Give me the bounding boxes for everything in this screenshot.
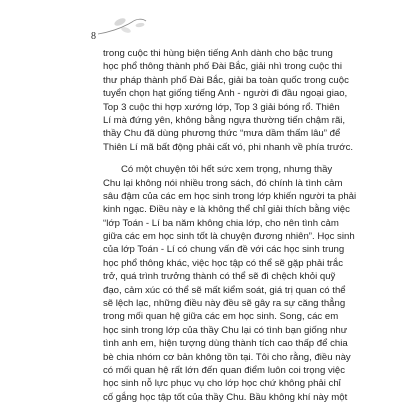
paragraph — [103, 163, 357, 404]
text-line: trong cuộc thi hùng biện tiếng Anh dành cho bậc trung — [103, 48, 333, 59]
text-line: học phổ thông thành phố Đài Bắc, giải nhì trong cuộc thi — [103, 61, 342, 73]
text-line: Top 3 cuộc thi hợp xướng lớp, Top 3 giải bóng rổ. Thiên — [103, 101, 340, 113]
text-line: của lớp Toán - Lí có chung vấn đề với các học sinh trung — [103, 244, 345, 256]
text-line: Có một chuyện tôi hết sức xem trọng, nhưng thầy — [121, 164, 333, 176]
paragraph-gap — [103, 154, 328, 163]
text-line: kinh ngạc. Điều này e là không thể chỉ giải thích bằng việc — [103, 204, 350, 216]
text-line: thầy Chu đã dùng phương thức “mưa dầm thấm lâu” để — [103, 128, 341, 140]
body-text — [103, 47, 357, 404]
text-line: có mối quan hệ rất lớn đến quan điểm luôn coi trọng việc — [103, 364, 346, 376]
text-line: học sinh nỗ lực phục vụ cho lớp học chứ không phải chỉ — [103, 378, 341, 390]
text-line: Chu lại không nói nhiều trong sách, đó chính là tình cảm — [103, 177, 343, 189]
text-line: thư pháp thành phố Đài Bắc, giải ba toàn quốc trong cuộc — [103, 74, 349, 86]
text-line: trong mối quan hệ giữa các em học sinh. Song, các em — [103, 311, 339, 323]
text-line: cố gắng học tập tốt của thầy Chu. Bầu không khí này một — [103, 391, 348, 403]
text-line: Thiên Lí mã bất động phải cất vó, phi nhanh về phía trước. — [103, 141, 354, 153]
page-number: 8 — [91, 31, 96, 42]
text-line: học sinh trong lớp của thầy Chu lại có tình bạn giống như — [103, 324, 348, 336]
leaf-swirl-icon — [96, 16, 152, 38]
text-line: bè chia nhóm cơ bản không tồn tại. Tôi cho rằng, điều này — [103, 351, 351, 363]
text-line: học phổ thông khác, việc học tập có thể sẽ gặp phải trắc — [103, 257, 344, 269]
text-line: sẽ lệch lạc, những điều này đều sẽ gây ra sự căng thẳng — [103, 298, 346, 310]
text-line: tình anh em, hiện tượng dùng thành tích cao thấp để chia — [103, 338, 348, 350]
text-line: giữa các em học sinh tốt là chuyện đương nhiên”. Học sinh — [103, 231, 355, 243]
text-line: trở, quá trình trưởng thành có thể sẽ đi chệch khỏi quỹ — [103, 271, 336, 283]
text-line: “lớp Toán - Lí ba năm không chia lớp, cho nên tình cảm — [103, 217, 339, 229]
paragraph — [103, 47, 354, 154]
text-line: tuyển chọn hạt giống tiếng Anh - người đi đầu ngoại giao, — [103, 88, 348, 100]
text-line: Lí mà đứng yên, không bằng ngựa thường tiến chậm rãi, — [103, 114, 346, 126]
text-line: đạo, cảm xúc có thể sẽ mất kiểm soát, giá trị quan có thể — [103, 284, 346, 296]
text-line: sâu đậm của các em học sinh trong lớp khiến người ta phải — [103, 190, 357, 202]
